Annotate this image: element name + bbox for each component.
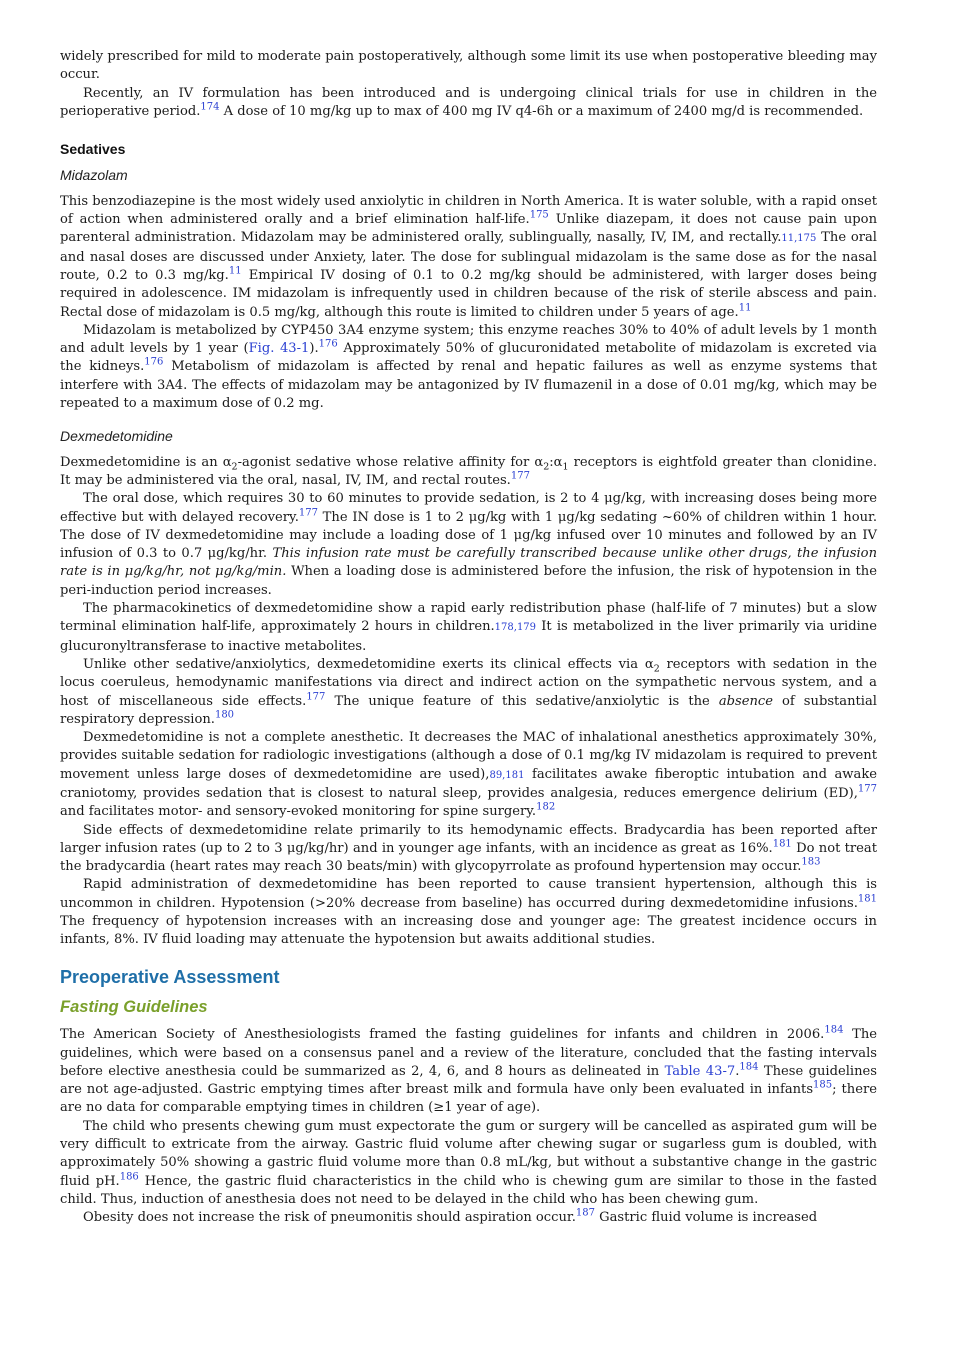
subscript: 2 xyxy=(231,461,238,473)
figure-link[interactable]: Fig. 43-1 xyxy=(248,341,310,357)
text: This benzodiazepine is the most widely used anxiolytic in children in North America. It is water soluble, with a rapid onset of action when administered orally and a brief elimination half-life. xyxy=(60,193,877,228)
subheading-dexmedetomidine: Dexmedetomidine xyxy=(60,428,173,445)
dex-paragraph-1 xyxy=(60,454,877,491)
citation-ref[interactable]: 177 xyxy=(857,783,877,795)
citation-ref[interactable]: 175 xyxy=(529,209,549,221)
citation-ref[interactable]: 182 xyxy=(536,801,556,813)
text: ; there are no data for comparable emptying times in children (≥1 year of age). xyxy=(60,1082,877,1116)
text: -agonist sedative whose relative affinity for α xyxy=(237,454,544,470)
text: When a loading dose is administered before the infusion, the risk of hypotension in the peri-induction period increases. xyxy=(60,564,877,598)
citation-ref[interactable]: 181 xyxy=(857,893,877,905)
document-page xyxy=(60,48,877,1228)
citation-ref[interactable]: 176 xyxy=(144,357,164,369)
midazolam-paragraph-1 xyxy=(60,193,877,322)
citation-ref[interactable]: 181 xyxy=(772,838,792,850)
dex-paragraph-3 xyxy=(60,600,877,656)
text: It is metabolized in the liver primarily via uridine glucuronyltransferase to inactive metabolites. xyxy=(60,619,877,654)
text: facilitates awake fiberoptic intubation and awake craniotomy, provides sedation that is closest to natural sleep, provides analgesia, reduces emergence delirium (ED), xyxy=(60,766,877,801)
text: :α xyxy=(549,454,563,470)
text: A dose of 10 mg/kg up to max of 400 mg IV q4-6h or a maximum of 2400 mg/d is recommended. xyxy=(219,103,864,119)
text: Dexmedetomidine is an α xyxy=(60,454,232,470)
subheading-midazolam: Midazolam xyxy=(60,167,128,184)
text: Side effects of dexmedetomidine relate primarily to its hemodynamic effects. Bradycardia has been reported after larger infusion rates (up to 2 to 3 μg/kg/hr) and in younger age infants, with an incidence as great as 16%. xyxy=(60,822,877,856)
subscript: 1 xyxy=(562,461,569,473)
citation-ref[interactable]: 178,179 xyxy=(494,622,537,634)
fasting-paragraph-3 xyxy=(60,1209,877,1227)
citation-ref[interactable]: 11,175 xyxy=(781,233,817,245)
text: The pharmacokinetics of dexmedetomidine show a rapid early redistribution phase (half-life of 7 minutes) but a slow terminal elimination half-life, approximately 2 hours in children. xyxy=(60,601,877,635)
text: Metabolism of midazolam is affected by renal and hepatic failures as well as enzyme systems that interfere with 3A4. The effects of midazolam may be antagonized by IV flumazenil in a dose of 0.01 mg/kg, which may be repeated to a maximum dose of 0.2 mg. xyxy=(60,359,878,412)
citation-ref[interactable]: 177 xyxy=(298,507,318,519)
fasting-paragraph-2 xyxy=(60,1118,877,1209)
text: Recently, an IV formulation has been introduced and is undergoing clinical trials for use in children in the perioperative period. xyxy=(60,85,877,119)
text: receptors is eightfold greater than clonidine. It may be administered via the oral, nasal, IV, IM, and rectal routes. xyxy=(60,454,877,488)
text: Gastric fluid volume is increased xyxy=(594,1210,818,1226)
fasting-paragraph-1 xyxy=(60,1026,877,1117)
text: Hence, the gastric fluid characteristics in the child who is chewing gum are similar to those in the fasted child. Thus, induction of anesthesia does not need to be delayed in the child who has been chewing gum. xyxy=(60,1173,877,1207)
text: widely prescribed for mild to moderate pain postoperatively, although some limit its use when postoperative bleeding may occur. xyxy=(60,49,877,83)
text: and facilitates motor- and sensory-evoked monitoring for spine surgery. xyxy=(60,804,537,820)
citation-ref[interactable]: 177 xyxy=(306,691,326,703)
citation-ref[interactable]: 177 xyxy=(510,470,530,482)
table-link[interactable]: Table 43-7 xyxy=(664,1063,736,1079)
dex-paragraph-2 xyxy=(60,490,877,600)
citation-ref[interactable]: 176 xyxy=(318,338,338,350)
text: Empirical IV dosing of 0.1 to 0.2 mg/kg should be administered, with larger doses being required in adolescence. IM midazolam is infrequently used in children because of the risk of sterile abscess and pain. Rectal dose of midazolam is 0.5 mg/kg, although this route is limited to children under 5 years of age. xyxy=(60,267,877,320)
text: The unique feature of this sedative/anxiolytic is the xyxy=(325,693,719,709)
dex-paragraph-5 xyxy=(60,729,877,821)
text: Midazolam is metabolized by CYP450 3A4 enzyme system; this enzyme reaches 30% to 40% of adult levels by 1 month and adult levels by 1 year ( xyxy=(60,322,877,357)
dex-paragraph-4 xyxy=(60,656,877,729)
text: The oral dose, which requires 30 to 60 minutes to provide sedation, is 2 to 4 μg/kg, with increasing doses being more effective but with delayed recovery. xyxy=(60,491,877,525)
text: ). xyxy=(309,341,319,357)
text: Do not treat the bradycardia (heart rates may reach 30 beats/min) with glycopyrrolate as profound hypertension may occur. xyxy=(60,840,877,875)
subheading-fasting-guidelines: Fasting Guidelines xyxy=(60,997,208,1016)
citation-ref[interactable]: 183 xyxy=(801,856,821,868)
text: receptors with sedation in the locus coeruleus, hemodynamic manifestations via direct and indirect action on the sympathetic nervous system, and a host of miscellaneous side effects. xyxy=(60,656,877,709)
text: Approximately 50% of glucuronidated metabolite of midazolam is excreted via the kidneys. xyxy=(60,341,877,375)
citation-ref[interactable]: 185 xyxy=(813,1079,833,1091)
citation-ref[interactable]: 180 xyxy=(214,709,235,721)
citation-ref[interactable]: 184 xyxy=(739,1061,759,1073)
citation-ref[interactable]: 11 xyxy=(738,302,752,314)
emphasis-text: absence xyxy=(718,693,773,709)
dex-paragraph-6 xyxy=(60,822,877,877)
citation-ref[interactable]: 184 xyxy=(824,1024,844,1036)
citation-ref[interactable]: 89,181 xyxy=(489,769,525,781)
dex-paragraph-7 xyxy=(60,876,877,949)
text: of substantial respiratory depression. xyxy=(60,693,877,727)
citation-ref[interactable]: 186 xyxy=(119,1171,139,1183)
citation-ref[interactable]: 11 xyxy=(228,265,242,277)
text: The frequency of hypotension increases with an increasing dose and younger age: The greatest incidence occurs in infants, 8%. IV fluid loading may attenuate the hypotension but awaits additional studies. xyxy=(60,914,877,948)
intro-paragraph-2 xyxy=(60,85,877,122)
text: The American Society of Anesthesiologists framed the fasting guidelines for infants and children in 2006. xyxy=(60,1027,825,1043)
text: The oral and nasal doses are discussed under Anxiety, later. The dose for sublingual midazolam is the same dose as for the nasal route, 0.2 to 0.3 mg/kg. xyxy=(60,230,877,283)
text: Unlike diazepam, it does not cause pain upon parenteral administration. Midazolam may be administered orally, sublingually, nasally, IV, IM, and rectally. xyxy=(60,212,877,246)
text: Dexmedetomidine is not a complete anesthetic. It decreases the MAC of inhalational anesthetics approximately 30%, provides suitable sedation for radiologic investigations (although a dose of 0.1 mg/kg IV midazolam is required to prevent movement unless large doses of dexmedetomidine are used), xyxy=(60,730,877,782)
text: The guidelines, which were based on a consensus panel and a review of the literature, concluded that the fasting intervals before elective anesthesia could be summarized as 2, 4, 6, and 8 hours as delineated in xyxy=(60,1027,877,1079)
text: Obesity does not increase the risk of pneumonitis should aspiration occur. xyxy=(83,1210,576,1226)
emphasis-text: This infusion rate must be carefully transcribed because unlike other drugs, the infusion rate is in μg/kg/hr, not μg/kg/min. xyxy=(60,546,877,580)
text: These guidelines are not age-adjusted. Gastric emptying times after breast milk and formula have only been evaluated in infants xyxy=(60,1063,877,1098)
citation-ref[interactable]: 174 xyxy=(200,101,220,113)
text: The child who presents chewing gum must expectorate the gum or surgery will be cancelled as aspirated gum will be very difficult to extricate from the airway. Gastric fluid volume after chewing sugar or sugarless gum is doubled, with approximately 50% showing a gastric fluid volume more than 0.8 mL/kg, but without a substantive change in the gastric fluid pH. xyxy=(60,1118,877,1189)
intro-paragraph-1 xyxy=(60,48,877,85)
section-heading-sedatives: Sedatives xyxy=(60,141,126,158)
midazolam-paragraph-2 xyxy=(60,322,877,413)
text: Unlike other sedative/anxiolytics, dexmedetomidine exerts its clinical effects via α xyxy=(83,656,654,672)
citation-ref[interactable]: 187 xyxy=(575,1207,595,1219)
subscript: 2 xyxy=(653,663,660,675)
text: The IN dose is 1 to 2 μg/kg with 1 μg/kg sedating ~60% of children within 1 hour. The dose of IV dexmedetomidine may include a loading dose of 1 μg/kg infused over 10 minutes and followed by an IV infusion of 0.3 to 0.7 μg/kg/hr. xyxy=(60,509,877,562)
subscript: 2 xyxy=(543,461,550,473)
text: . xyxy=(735,1063,740,1079)
text: Rapid administration of dexmedetomidine has been reported to cause transient hypertension, although this is uncommon in children. Hypotension (>20% decrease from baseline) has occurred during dexmedetomidine infusions. xyxy=(60,877,877,911)
section-heading-preoperative-assessment: Preoperative Assessment xyxy=(60,966,280,987)
